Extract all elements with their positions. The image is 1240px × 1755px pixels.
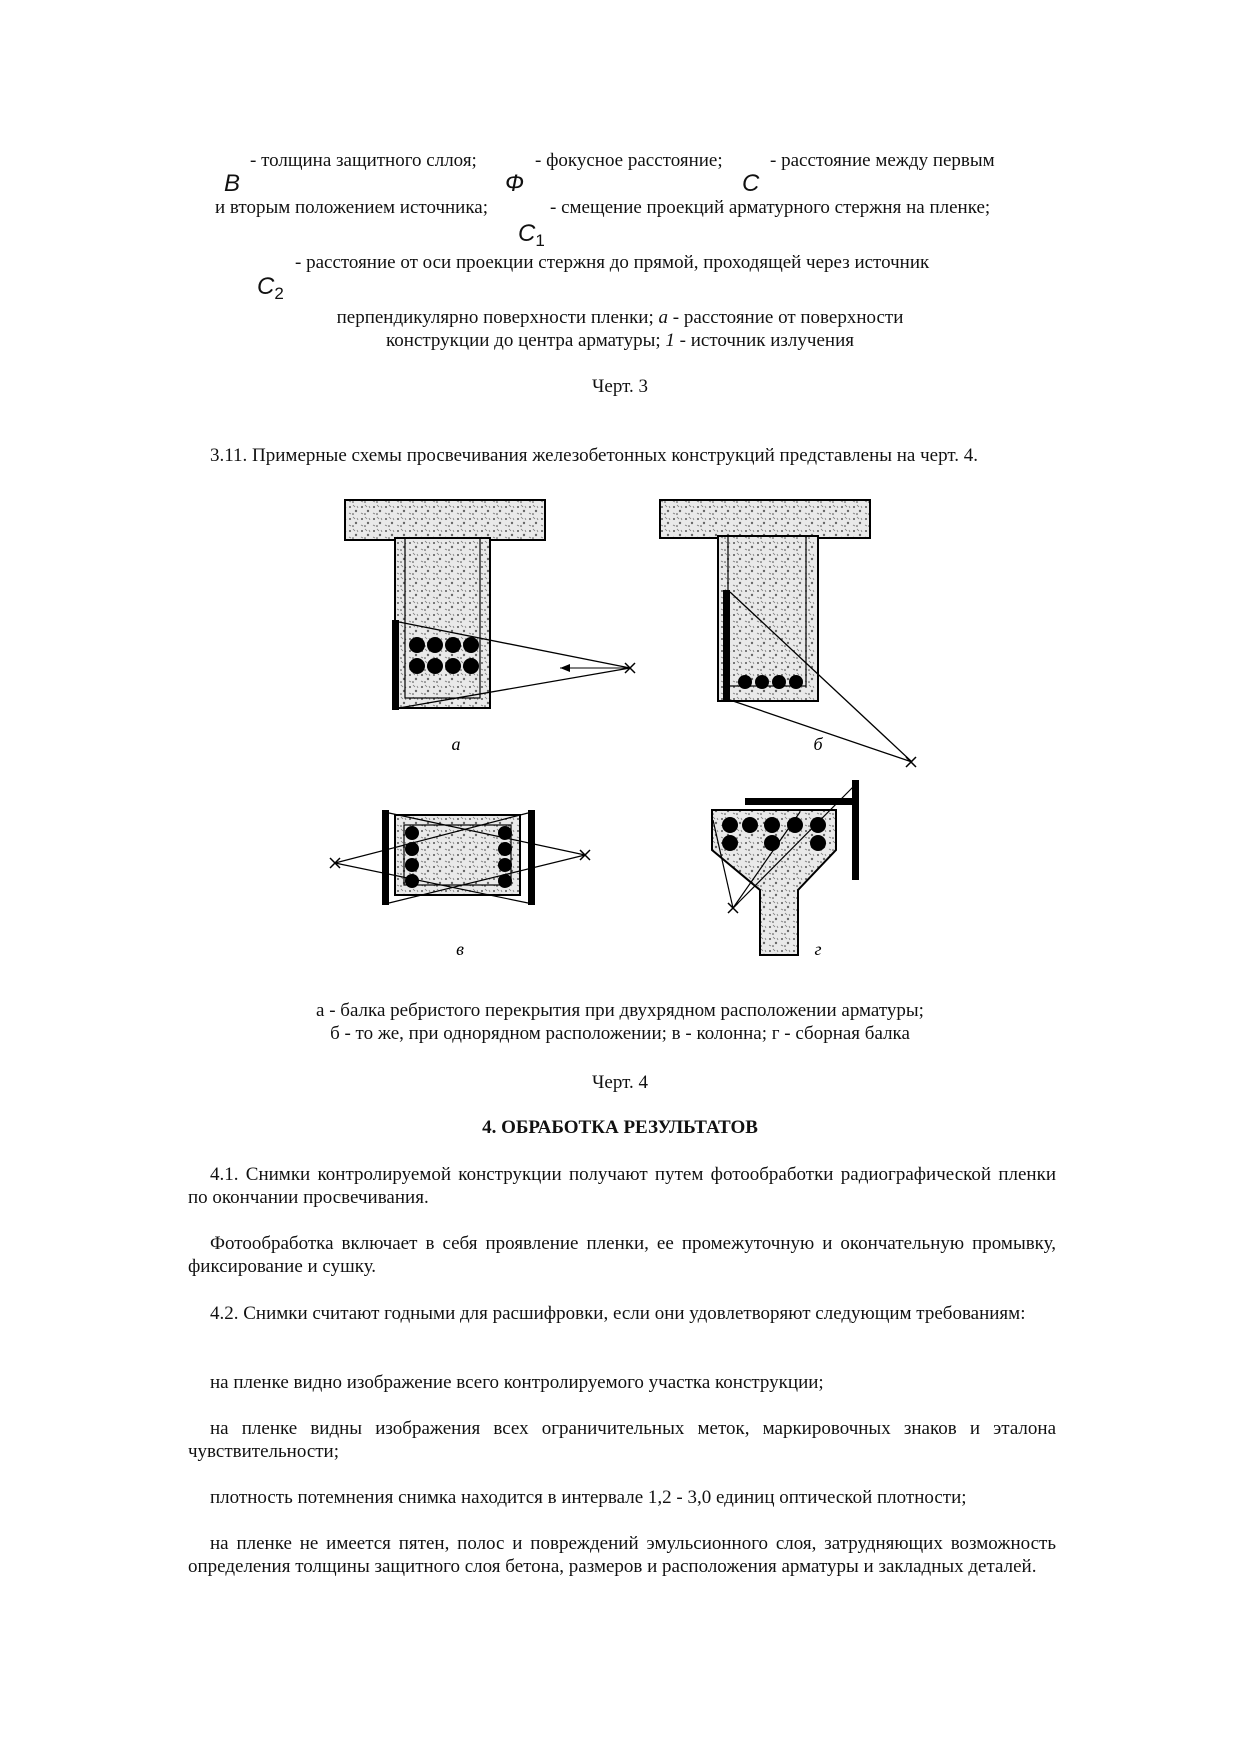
- diagram-g-label: г: [814, 939, 822, 959]
- legend-line5: конструкции до центра арматуры; 1 - источник излучения: [386, 330, 854, 351]
- paragraph-photoprocessing: Фотообработка включает в себя проявление пленки, ее промежуточную и окончательную промывку, фиксирование и сушку.: [188, 1233, 1056, 1277]
- legend-line3: - расстояние от оси проекции стержня до прямой, проходящей через источник: [295, 252, 930, 273]
- paragraph-3-11: 3.11. Примерные схемы просвечивания железобетонных конструкций представлены на черт. 4.: [210, 445, 978, 466]
- legend-line1-c: - расстояние между первым: [770, 150, 995, 171]
- diagram-g: [712, 780, 859, 955]
- figure4-caption-line1: а - балка ребристого перекрытия при двухрядном расположении арматуры;: [316, 1000, 924, 1021]
- diagram-b-label: б: [813, 734, 823, 754]
- requirement-2: на пленке видны изображения всех ограничительных меток, маркировочных знаков и эталона чувствительности;: [188, 1418, 1056, 1462]
- symbol-c1: $C_1$: [518, 220, 545, 250]
- diagram-b: [660, 500, 916, 767]
- figure3-caption: Черт. 3: [592, 376, 648, 397]
- requirement-3: плотность потемнения снимка находится в интервале 1,2 - 3,0 единиц оптической плотности;: [210, 1487, 967, 1508]
- diagram-v: [330, 810, 590, 905]
- diagram-v-label: в: [456, 939, 464, 959]
- symbol-f: Ф: [505, 170, 525, 197]
- legend-line4: перпендикулярно поверхности пленки; a - расстояние от поверхности: [336, 307, 904, 328]
- legend-line1-b: - фокусное расстояние;: [535, 150, 723, 171]
- legend-line2-b: - смещение проекций арматурного стержня на пленке;: [550, 197, 991, 218]
- paragraph-4-1: 4.1. Снимки контролируемой конструкции получают путем фотообработки радиографической пленки по окончании просвечивания.: [188, 1164, 1056, 1208]
- paragraph-4-2: 4.2. Снимки считают годными для расшифровки, если они удовлетворяют следующим требованиям:: [210, 1303, 1026, 1324]
- figure4-caption-line2: б - то же, при однорядном расположении; в - колонна; г - сборная балка: [330, 1023, 910, 1044]
- requirement-4: на пленке не имеется пятен, полос и повреждений эмульсионного слоя, затрудняющих возможность определения толщины защитного слоя бетона, размеров и расположения арматуры и закладных деталей.: [188, 1533, 1056, 1577]
- section-heading: 4. ОБРАБОТКА РЕЗУЛЬТАТОВ: [482, 1117, 758, 1138]
- symbol-b: B: [224, 170, 241, 197]
- symbol-c2: $C_2$: [257, 273, 284, 303]
- symbol-c: C: [742, 170, 760, 197]
- legend-line2-a: и вторым положением источника;: [215, 197, 488, 218]
- figure4-drawing: [0, 480, 1240, 1480]
- legend-line1-a: - толщина защитного сллоя;: [250, 150, 477, 171]
- diagram-a-label: а: [451, 734, 461, 754]
- requirement-1: на пленке видно изображение всего контролируемого участка конструкции;: [210, 1372, 824, 1393]
- diagram-a: [345, 500, 635, 710]
- figure4-title: Черт. 4: [592, 1072, 648, 1093]
